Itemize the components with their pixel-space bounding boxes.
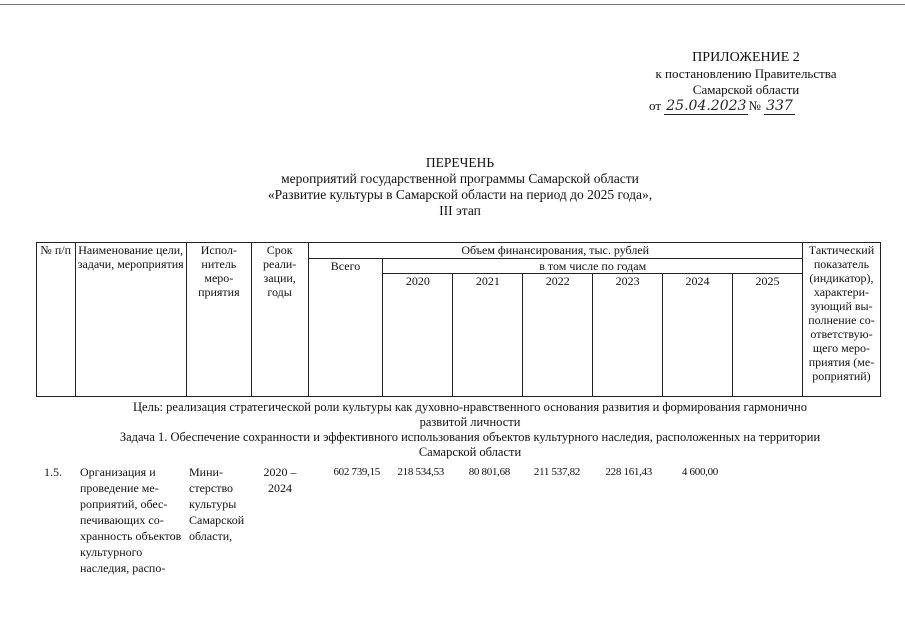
header-executor: Исполнитель мероприятия <box>186 243 251 397</box>
row-term: 2020 – 2024 <box>263 465 297 495</box>
appendix-line-2: Самарской области <box>692 82 800 97</box>
row-2020: 218 534,53 <box>397 466 444 478</box>
appendix-header <box>631 50 861 114</box>
row-num: 1.5. <box>44 465 62 479</box>
row-2022: 211 537,82 <box>533 466 580 478</box>
row-total: 602 739,15 <box>333 466 380 478</box>
header-term: Срок реализации, годы <box>251 243 308 397</box>
header-year-2021: 2021 <box>453 274 523 397</box>
scan-top-edge <box>0 4 905 5</box>
header-indicator: Тактический показатель (индикатор), характеризующий выполнение соответствующего мероприятия (мероприятий) <box>802 243 880 397</box>
title-line-1: мероприятий государственной программы Самарской области <box>281 171 639 186</box>
row-2021: 80 801,68 <box>468 466 510 478</box>
handwritten-date: 25.04.2023 <box>666 98 747 114</box>
header-year-2024: 2024 <box>663 274 733 397</box>
header-year-2023: 2023 <box>593 274 663 397</box>
document-title <box>0 155 905 219</box>
header-by-years: в том числе по годам <box>383 259 802 274</box>
row-name: Организация и проведение мероприятий, обеспечивающих сохранность объектов культурного наследия, распо- <box>80 465 182 575</box>
appendix-line-1: к постановлению Правительства <box>655 66 837 81</box>
header-year-2022: 2022 <box>523 274 593 397</box>
row-2023: 228 161,43 <box>605 466 652 478</box>
header-num: № п/п <box>37 243 76 397</box>
header-financing: Объем финансирования, тыс. рублей <box>308 243 802 259</box>
appendix-title: ПРИЛОЖЕНИЕ 2 <box>692 50 800 65</box>
header-year-2020: 2020 <box>383 274 453 397</box>
header-name: Наименование цели, задачи, мероприятия <box>75 243 186 397</box>
row-executor: Министерство культуры Самарской области, <box>189 465 245 543</box>
handwritten-number: 337 <box>766 98 793 114</box>
appendix-date-line <box>631 98 861 114</box>
program-table <box>36 242 881 397</box>
header-total: Всего <box>308 259 383 397</box>
date-prefix: от <box>649 98 662 113</box>
title-line-2: «Развитие культуры в Самарской области на период до 2025 года», <box>267 187 653 202</box>
header-year-2025: 2025 <box>733 274 803 397</box>
title-heading: ПЕРЕЧЕНЬ <box>425 155 495 170</box>
goal-text: Цель: реализация стратегической роли культуры как духовно-нравственного основания развития и формирования гармонично развитой личности <box>133 400 807 429</box>
number-prefix: № <box>748 98 761 113</box>
row-2024: 4 600,00 <box>681 466 718 478</box>
title-line-3: III этап <box>439 203 481 218</box>
task-text: Задача 1. Обеспечение сохранности и эффективного использования объектов культурного наследия, расположенных на территории Самарской области <box>119 430 821 459</box>
